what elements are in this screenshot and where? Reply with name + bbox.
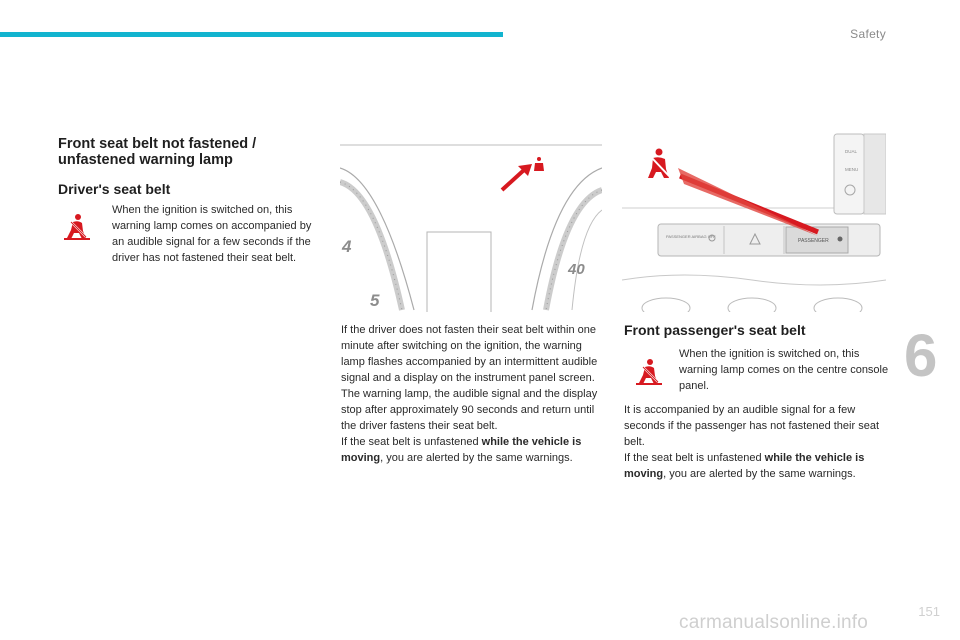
gauge-number: 5 — [370, 291, 380, 310]
passenger-seat-belt-heading: Front passenger's seat belt — [624, 322, 806, 338]
section-title: Safety — [850, 27, 886, 41]
chapter-number: 6 — [904, 322, 938, 389]
passenger-lamp-label: PASSENGER — [798, 238, 829, 244]
passenger-paragraph-1: It is accompanied by an audible signal for a few seconds if the passenger has not fastened their seat belt. — [624, 404, 879, 448]
header-accent-bar — [0, 32, 503, 37]
airbag-panel-label: PASSENGER AIRBAG OFF — [666, 234, 716, 239]
console-button-label: MENU — [845, 167, 859, 172]
details-paragraph-3-end: , you are alerted by the same warnings. — [380, 452, 573, 464]
passenger-seat-belt-intro: When the ignition is switched on, this warning lamp comes on the centre console panel. — [679, 348, 889, 392]
seat-belt-warning-icon — [634, 357, 664, 387]
console-button-label: DUAL — [845, 149, 858, 154]
details-paragraph-2: The warning lamp, the audible signal and the display stop after approximately 90 seconds and return until the driver fastens their seat belt. — [341, 388, 598, 432]
gauge-number: 40 — [568, 261, 585, 278]
passenger-paragraph-2-end: , you are alerted by the same warnings. — [663, 468, 856, 480]
gauge-number: 4 — [342, 237, 352, 256]
details-paragraph-3-emphasis: while the vehicle is moving — [341, 436, 582, 464]
driver-seat-belt-text: When the ignition is switched on, this warning lamp comes on accompanied by an audible signal for a few seconds if the driver has not fastened their seat belt. — [112, 204, 312, 264]
driver-seat-belt-heading: Driver's seat belt — [58, 181, 171, 197]
passenger-paragraph-2-start: If the seat belt is unfastened — [624, 452, 765, 464]
instrument-panel-illustration — [340, 130, 602, 312]
page-title: Front seat belt not fastened / unfastened warning lamp — [58, 136, 257, 168]
page-number: 151 — [918, 604, 940, 619]
watermark: carmanualsonline.info — [679, 612, 869, 633]
passenger-paragraph-2-emphasis: while the vehicle is moving — [624, 452, 865, 480]
details-paragraph-1: If the driver does not fasten their seat belt within one minute after switching on the ignition, the warning lamp flashes accompanied by an intermittent audible signal and a display on the instrument panel screen. — [341, 324, 598, 384]
details-paragraph-3-start: If the seat belt is unfastened — [341, 436, 482, 448]
centre-console-illustration — [622, 130, 886, 312]
driver-seat-belt-details — [341, 322, 605, 466]
seat-belt-warning-icon — [62, 212, 92, 242]
passenger-seat-belt-details — [624, 402, 888, 482]
